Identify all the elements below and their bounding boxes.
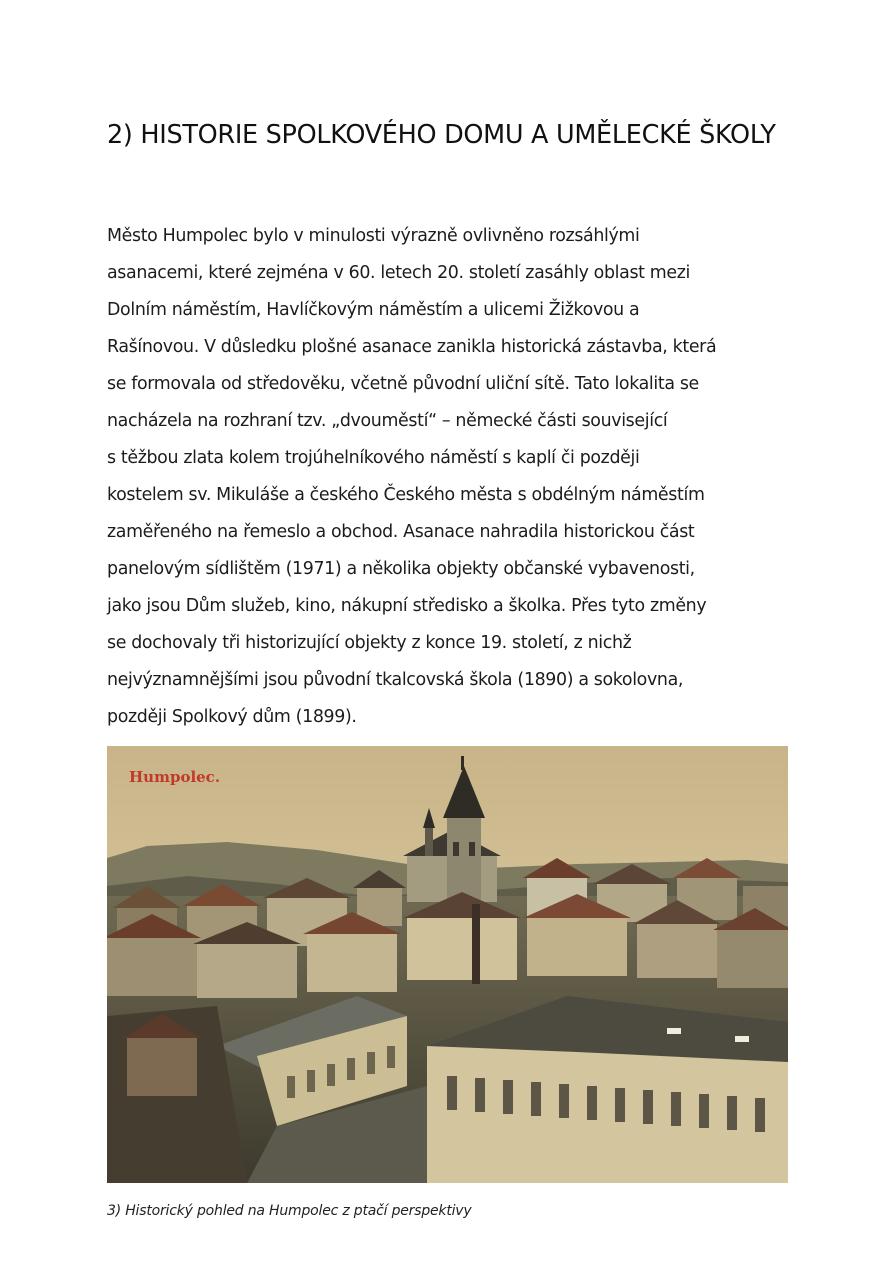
body-paragraph: Město Humpolec bylo v minulosti výrazně ovlivněno rozsáhlými asanacemi, které zejména v 60. letech 20. století zasáhly oblast mezi Dolním náměstím, Havlíčkovým náměstím a ulicemi Žižkovou a Rašínovou. V důsledku plošné asanace zanikla historická zástavba, která se formovala od středověku, včetně původní uliční sítě. Tato lokalita se nacházela na rozhraní tzv. „dvouměstí“ – německé části související s těžbou zlata kolem trojúhelníkového náměstí s kaplí či později kostelem sv. Mikuláše a českého Českého města s obdélným náměstím zaměřeného na řemeslo a obchod. Asanace nahradila historickou část panelovým sídlištěm (1971) a několika objekty občanské vybavenosti, jako jsou Dům služeb, kino, nákupní středisko a školka. Přes tyto změny se dochovaly tři historizující objekty z konce 19. století, z nichž nejvýznamnějšími jsou původní tkalcovská škola (1890) a sokolovna, později Spolkový dům (1899). — [107, 226, 717, 727]
postcard-inscription: Humpolec. — [129, 768, 221, 786]
figure-caption: 3) Historický pohled na Humpolec z ptačí perspektivy — [107, 1203, 472, 1219]
section-heading: 2) HISTORIE SPOLKOVÉHO DOMU A UMĚLECKÉ ŠKOLY — [107, 120, 776, 150]
historic-postcard-image — [107, 746, 788, 1183]
